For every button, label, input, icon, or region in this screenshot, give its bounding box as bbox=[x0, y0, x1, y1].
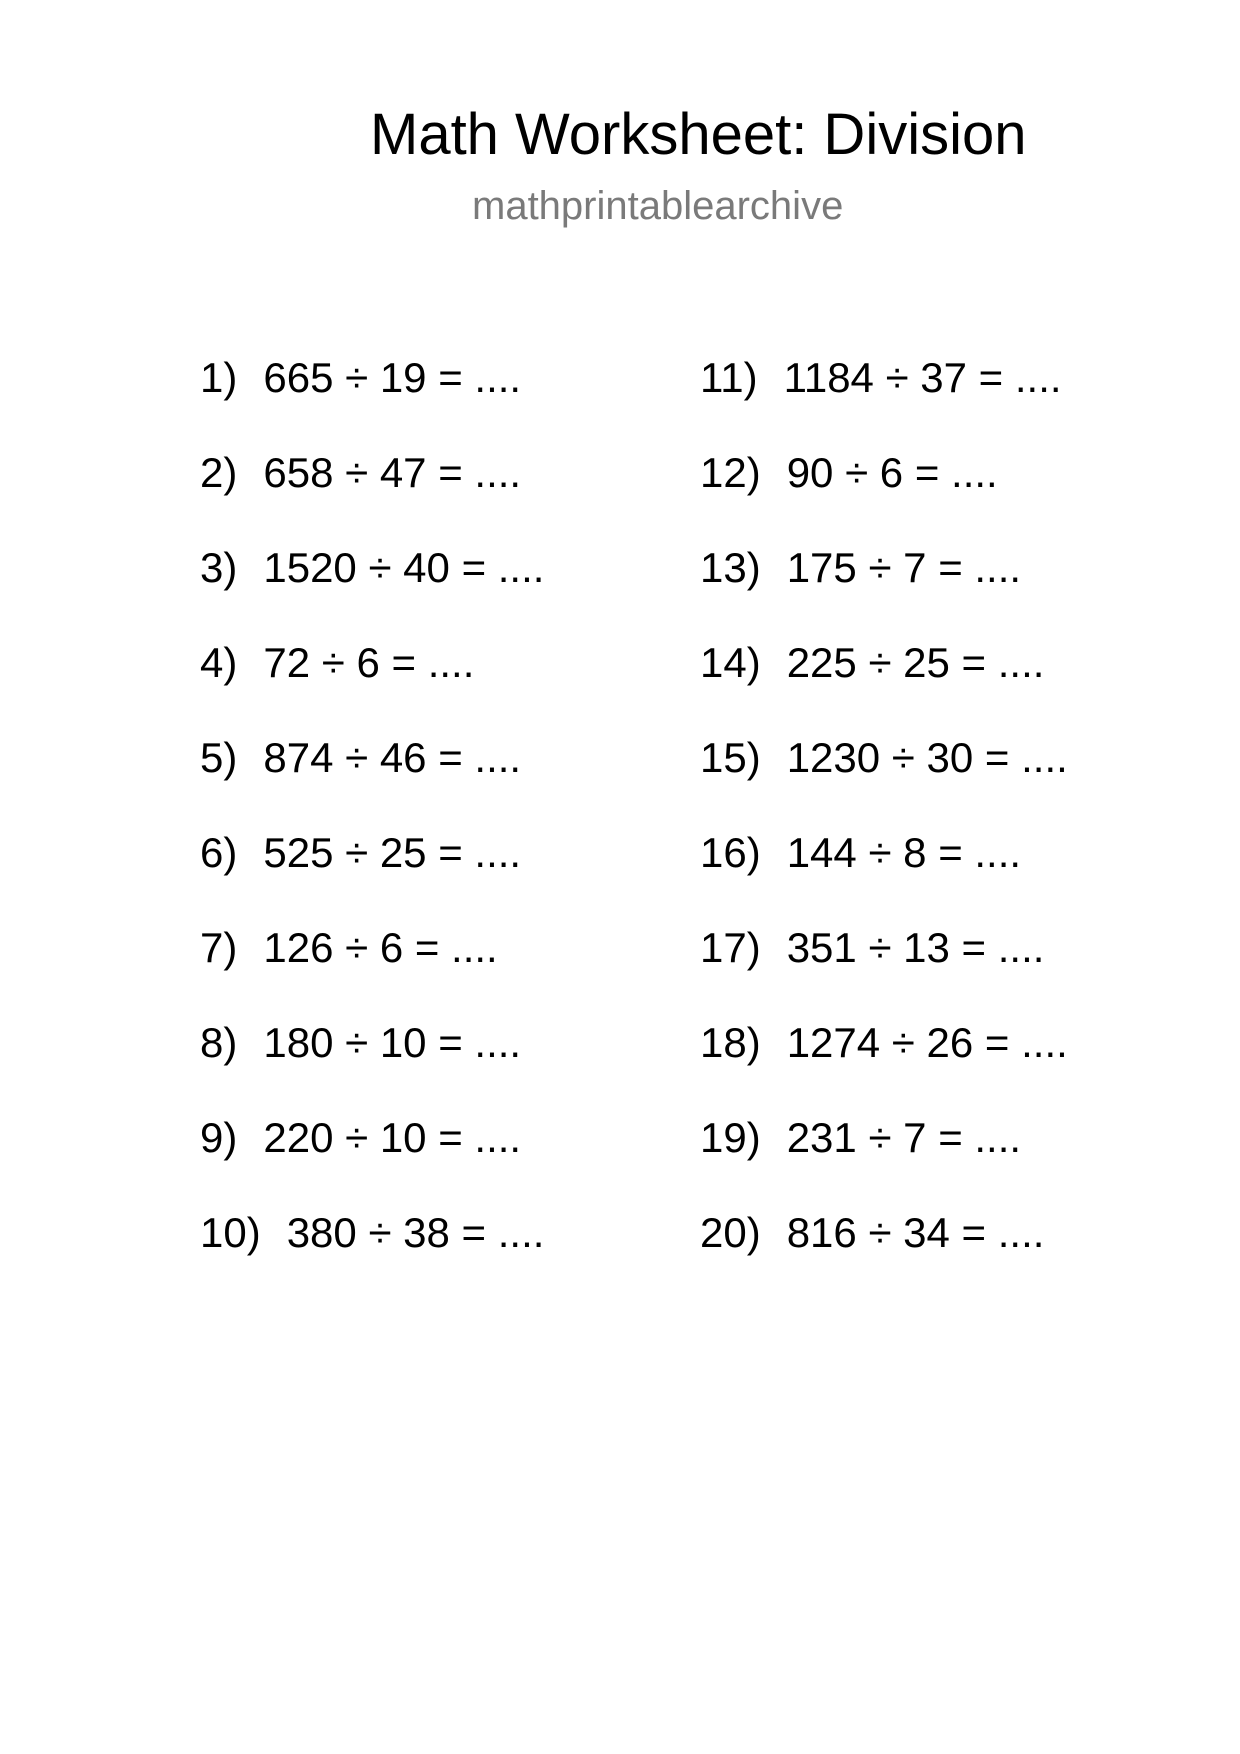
problem-number: 13) bbox=[700, 544, 761, 591]
problem-expression: 351 ÷ 13 = .... bbox=[786, 924, 1045, 971]
problem-number: 5) bbox=[200, 734, 238, 781]
problem-expression: 175 ÷ 7 = .... bbox=[786, 544, 1022, 591]
problem-4 bbox=[200, 635, 544, 730]
problem-3 bbox=[200, 540, 544, 635]
problem-18 bbox=[700, 1015, 1068, 1110]
problem-number: 14) bbox=[700, 639, 761, 686]
problem-column-left bbox=[200, 350, 544, 1300]
problem-20 bbox=[700, 1205, 1068, 1300]
problem-number: 18) bbox=[700, 1019, 761, 1066]
problem-expression: 72 ÷ 6 = .... bbox=[263, 639, 475, 686]
problem-16 bbox=[700, 825, 1068, 920]
problem-5 bbox=[200, 730, 544, 825]
problem-8 bbox=[200, 1015, 544, 1110]
problem-number: 10) bbox=[200, 1209, 261, 1256]
problem-6 bbox=[200, 825, 544, 920]
problem-15 bbox=[700, 730, 1068, 825]
problem-14 bbox=[700, 635, 1068, 730]
problem-number: 9) bbox=[200, 1114, 238, 1161]
problem-expression: 1184 ÷ 37 = .... bbox=[783, 354, 1062, 401]
problem-19 bbox=[700, 1110, 1068, 1205]
problem-expression: 874 ÷ 46 = .... bbox=[263, 734, 522, 781]
problem-number: 1) bbox=[200, 354, 238, 401]
problem-expression: 144 ÷ 8 = .... bbox=[786, 829, 1022, 876]
problem-number: 6) bbox=[200, 829, 238, 876]
problem-expression: 1230 ÷ 30 = .... bbox=[786, 734, 1068, 781]
problem-expression: 220 ÷ 10 = .... bbox=[263, 1114, 522, 1161]
problem-number: 19) bbox=[700, 1114, 761, 1161]
problem-expression: 1520 ÷ 40 = .... bbox=[263, 544, 545, 591]
problem-number: 7) bbox=[200, 924, 238, 971]
problem-12 bbox=[700, 445, 1068, 540]
problem-13 bbox=[700, 540, 1068, 635]
problem-expression: 126 ÷ 6 = .... bbox=[263, 924, 498, 971]
problem-2 bbox=[200, 445, 544, 540]
problem-expression: 658 ÷ 47 = .... bbox=[263, 449, 522, 496]
problem-number: 8) bbox=[200, 1019, 238, 1066]
problem-9 bbox=[200, 1110, 544, 1205]
problem-17 bbox=[700, 920, 1068, 1015]
problem-number: 2) bbox=[200, 449, 238, 496]
problem-expression: 180 ÷ 10 = .... bbox=[263, 1019, 522, 1066]
problem-expression: 380 ÷ 38 = .... bbox=[286, 1209, 545, 1256]
problem-11 bbox=[700, 350, 1068, 445]
problem-number: 4) bbox=[200, 639, 238, 686]
problem-number: 11) bbox=[700, 354, 758, 401]
problem-expression: 90 ÷ 6 = .... bbox=[786, 449, 998, 496]
problem-expression: 225 ÷ 25 = .... bbox=[786, 639, 1045, 686]
problem-expression: 665 ÷ 19 = .... bbox=[263, 354, 522, 401]
problem-expression: 816 ÷ 34 = .... bbox=[786, 1209, 1045, 1256]
problem-expression: 231 ÷ 7 = .... bbox=[786, 1114, 1022, 1161]
page-title: Math Worksheet: Division bbox=[370, 102, 1027, 167]
problem-expression: 1274 ÷ 26 = .... bbox=[786, 1019, 1068, 1066]
problem-number: 16) bbox=[700, 829, 761, 876]
problem-column-right bbox=[700, 350, 1068, 1300]
problem-7 bbox=[200, 920, 544, 1015]
problem-number: 17) bbox=[700, 924, 761, 971]
problem-number: 3) bbox=[200, 544, 238, 591]
problem-number: 20) bbox=[700, 1209, 761, 1256]
problem-number: 15) bbox=[700, 734, 761, 781]
problem-number: 12) bbox=[700, 449, 761, 496]
problem-expression: 525 ÷ 25 = .... bbox=[263, 829, 522, 876]
problem-10 bbox=[200, 1205, 544, 1300]
page-subtitle: mathprintablearchive bbox=[472, 184, 844, 228]
problem-1 bbox=[200, 350, 544, 445]
